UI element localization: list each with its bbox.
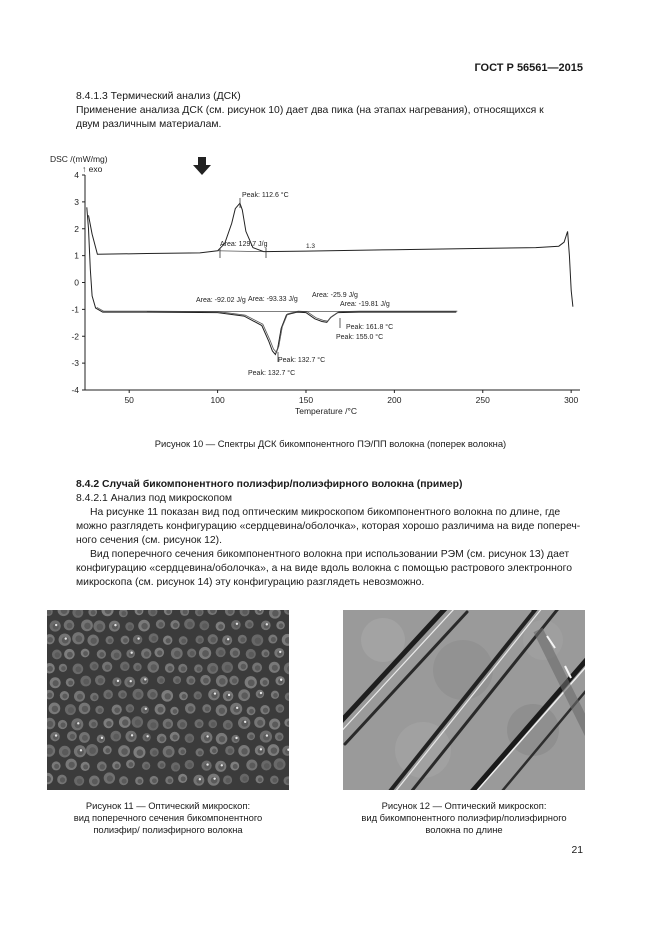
- fiber-core: [159, 678, 163, 682]
- fiber-core: [174, 765, 179, 770]
- fiber-core: [121, 693, 126, 698]
- fiber-core: [129, 762, 134, 767]
- fiber-core: [82, 706, 88, 712]
- fiber-core: [47, 637, 53, 643]
- annotation-peak-161: Peak: 161.8 °C: [346, 324, 394, 331]
- x-tick-label: 300: [564, 395, 579, 405]
- annotation-peak-132b: Peak: 132.7 °C: [248, 370, 296, 377]
- fiber-core: [54, 764, 59, 769]
- fiber-core: [197, 667, 202, 672]
- paragraph-line: конфигурацию «сердцевина/оболочка», а на виде вдоль волокна с помощью растрового электронного: [76, 563, 573, 574]
- fiber-core: [106, 721, 112, 727]
- y-tick-label: -3: [71, 358, 79, 369]
- annotation-small-top: 1.3: [306, 243, 316, 250]
- fiber-core: [75, 666, 81, 672]
- fiber-core: [75, 635, 82, 642]
- fiber-core: [108, 638, 113, 643]
- fiber-core: [47, 721, 53, 727]
- fiber-core: [100, 764, 105, 769]
- y-tick-label: -4: [71, 385, 79, 395]
- highlight-speck: [145, 708, 147, 710]
- fiber-core: [60, 722, 65, 727]
- fiber-core: [91, 610, 96, 615]
- fiber-core: [210, 637, 216, 643]
- highlight-speck: [236, 623, 238, 625]
- standard-number: ГОСТ Р 56561—2015: [474, 62, 583, 74]
- fiber-core: [106, 692, 111, 697]
- fiber-core: [210, 666, 216, 672]
- fiber-core: [166, 721, 172, 727]
- highlight-speck: [80, 749, 82, 751]
- fiber-core: [255, 637, 261, 643]
- fiber-core: [93, 695, 98, 700]
- highlight-speck: [214, 692, 216, 694]
- fiber-core: [70, 734, 75, 739]
- highlight-speck: [55, 734, 57, 736]
- fiber-core: [123, 638, 128, 643]
- fiber-core: [218, 624, 223, 629]
- fiber-core: [271, 747, 277, 753]
- fiber-core: [158, 707, 164, 713]
- section-heading-8-4-2: 8.4.2 Случай бикомпонентного полиэфир/полиэфирного волокна (пример): [76, 479, 463, 490]
- x-tick-label: 100: [210, 395, 225, 405]
- highlight-speck: [228, 694, 230, 696]
- fiber-core: [52, 706, 58, 712]
- fiber-core: [174, 651, 180, 657]
- fiber-core: [218, 650, 224, 656]
- paragraph-line: микроскопа (см. рисунок 14) эту конфигурацию разглядеть невозможно.: [76, 577, 425, 588]
- fiber-core: [98, 678, 104, 684]
- fiber-core: [62, 749, 68, 755]
- fiber-core: [144, 764, 149, 769]
- fiber-core: [181, 639, 186, 644]
- y-tick-label: 3: [74, 196, 79, 207]
- fiber-core: [121, 611, 126, 616]
- highlight-speck: [137, 637, 139, 639]
- fiber-core: [89, 747, 96, 754]
- fiber-core: [159, 736, 164, 741]
- highlight-speck: [101, 737, 103, 739]
- fiber-core: [53, 680, 59, 686]
- fiber-core: [226, 778, 231, 783]
- fiber-core: [241, 664, 246, 669]
- annotation-peak-top: Peak: 112.6 °C: [242, 192, 289, 199]
- fiber-core: [150, 722, 156, 728]
- fiber-core: [67, 652, 73, 658]
- fiber-core: [211, 722, 216, 727]
- fiber-core: [190, 651, 195, 656]
- fiber-core: [168, 778, 172, 782]
- highlight-speck: [260, 748, 262, 750]
- highlight-speck: [146, 735, 148, 737]
- fiber-core: [198, 638, 203, 643]
- paragraph-line: двум различным материалам.: [76, 119, 222, 130]
- highlight-speck: [55, 624, 57, 626]
- fiber-core: [219, 708, 225, 714]
- fiber-core: [60, 777, 65, 782]
- figure-12-caption-line: Рисунок 12 — Оптический микроскоп:: [381, 800, 547, 811]
- y-tick-label: 4: [74, 170, 79, 180]
- fiber-core: [273, 693, 278, 698]
- y-tick-label: 0: [74, 277, 79, 288]
- fiber-core: [135, 692, 141, 698]
- fiber-core: [233, 764, 238, 769]
- fiber-core: [278, 707, 283, 712]
- fiber-core: [151, 664, 157, 670]
- fiber-core: [55, 652, 60, 657]
- dsc-chart: [40, 150, 600, 422]
- fiber-core: [189, 678, 194, 683]
- fiber-core: [249, 762, 255, 768]
- fiber-core: [166, 638, 171, 643]
- fiber-core: [272, 778, 277, 783]
- fiber-core: [172, 734, 177, 739]
- fiber-core: [249, 735, 253, 739]
- paragraph-line: Применение анализа ДСК (см. рисунок 10) дает два пика (на этапах нагревания), относящихся к: [76, 105, 544, 116]
- x-axis-label: Temperature /°C: [295, 406, 357, 416]
- fiber-core: [165, 693, 171, 699]
- fiber-core: [181, 776, 186, 781]
- paragraph-line: Вид поперечного сечения бикомпонентного волокна при использовании РЭМ (см. рисунок 13) дает: [90, 549, 570, 560]
- highlight-speck: [206, 763, 208, 765]
- highlight-speck: [65, 637, 67, 639]
- fiber-core: [144, 651, 150, 657]
- fiber-core: [228, 748, 233, 753]
- highlight-speck: [213, 777, 215, 779]
- fiber-core: [68, 680, 73, 685]
- fiber-core: [180, 722, 186, 728]
- annotation-area-4: Area: -19.81 J/g: [340, 301, 390, 308]
- fiber-core: [84, 623, 91, 630]
- highlight-speck: [130, 680, 132, 682]
- highlight-speck: [131, 734, 133, 736]
- fiber-core: [92, 664, 97, 669]
- annotation-area-3: Area: -25.9 J/g: [312, 292, 358, 299]
- highlight-speck: [221, 764, 223, 766]
- fiber-core: [107, 775, 113, 781]
- fiber-core: [92, 778, 98, 784]
- highlight-speck: [117, 680, 119, 682]
- fiber-core: [128, 707, 133, 712]
- highlight-speck: [114, 624, 116, 626]
- fiber-core: [264, 652, 268, 656]
- fiber-core: [197, 722, 202, 727]
- fiber-core: [138, 779, 143, 784]
- fiber-core: [105, 748, 110, 753]
- subsection-heading-8-4-2-1: 8.4.2.1 Анализ под микроскопом: [76, 493, 232, 504]
- y-tick-label: 1: [74, 250, 79, 261]
- fiber-core: [77, 694, 83, 700]
- fiber-core: [136, 665, 141, 670]
- fiber-core: [82, 735, 88, 741]
- highlight-speck: [199, 778, 201, 780]
- fiber-core: [62, 694, 67, 699]
- figure-11-micrograph: [47, 610, 289, 790]
- fiber-core: [202, 623, 207, 628]
- fiber-core: [187, 736, 192, 741]
- fiber-core: [188, 706, 194, 712]
- fiber-core: [173, 623, 178, 628]
- fiber-core: [137, 749, 144, 756]
- fiber-core: [91, 722, 96, 727]
- highlight-speck: [130, 652, 132, 654]
- x-tick-label: 50: [124, 395, 134, 405]
- fiber-core: [47, 693, 52, 698]
- fiber-core: [114, 652, 120, 658]
- fiber-core: [75, 610, 81, 616]
- fiber-core: [196, 694, 201, 699]
- fiber-core: [232, 678, 237, 683]
- fiber-core: [198, 751, 203, 756]
- fiber-core: [233, 650, 239, 656]
- fiber-core: [83, 764, 88, 769]
- fiber-core: [83, 679, 89, 685]
- fiber-core: [247, 622, 252, 627]
- fiber-core: [219, 678, 226, 685]
- fiber-core: [152, 750, 157, 755]
- fiber-core: [203, 678, 209, 684]
- annotation-peak-132a: Peak: 132.7 °C: [278, 357, 326, 364]
- highlight-speck: [266, 734, 268, 736]
- fiber-core: [150, 692, 156, 698]
- figure-11-caption-line: полиэфир/ полиэфирного волокна: [93, 824, 243, 835]
- fiber-core: [181, 666, 186, 671]
- paragraph-line: На рисунке 11 показан вид под оптическим микроскопом бикомпонентного волокна по длине, где: [90, 507, 561, 518]
- fiber-core: [248, 652, 254, 658]
- fiber-core: [99, 652, 104, 657]
- fiber-core: [249, 709, 254, 714]
- figure-11-caption-line: Рисунок 11 — Оптический микроскоп:: [85, 800, 251, 811]
- figure-12-micrograph: [343, 610, 585, 790]
- fiber-core: [123, 664, 128, 669]
- annotation-area-top: Area: 129.7 J/g: [220, 241, 268, 248]
- fiber-core: [205, 707, 210, 712]
- fiber-core: [83, 651, 88, 656]
- fiber-core: [166, 749, 173, 756]
- fiber-core: [271, 637, 276, 642]
- fiber-core: [157, 650, 162, 655]
- x-tick-label: 200: [387, 395, 402, 405]
- annotation-area-1: Area: -92.02 J/g: [196, 297, 246, 304]
- page-number: 21: [571, 845, 583, 856]
- fiber-core: [277, 761, 284, 768]
- highlight-speck: [236, 707, 238, 709]
- highlight-speck: [279, 651, 281, 653]
- highlight-speck: [244, 721, 246, 723]
- fiber-core: [242, 776, 247, 781]
- fiber-core: [168, 666, 173, 671]
- fiber-core: [160, 763, 164, 767]
- fiber-core: [122, 779, 127, 784]
- fiber-core: [68, 707, 74, 713]
- fiber-core: [219, 736, 225, 742]
- marker-arrow-icon: [193, 157, 211, 175]
- fiber-core: [241, 748, 247, 754]
- x-tick-label: 150: [298, 395, 314, 405]
- x-tick-label: 250: [475, 395, 490, 405]
- fiber-core: [152, 778, 157, 783]
- fiber-core: [182, 694, 187, 699]
- chart-axes: [85, 175, 580, 390]
- fiber-core: [158, 622, 163, 627]
- fiber-core: [187, 622, 193, 628]
- fiber-core: [248, 679, 255, 686]
- fiber-core: [187, 762, 192, 767]
- y-axis-label: DSC /(mW/mg): [50, 154, 108, 164]
- fiber-core: [98, 708, 103, 713]
- highlight-speck: [77, 722, 79, 724]
- series-line-2: [87, 207, 457, 354]
- annotation-area-2: Area: -93.33 J/g: [248, 296, 298, 303]
- fiber-core: [69, 762, 75, 768]
- fiber-core: [226, 723, 231, 728]
- fiber-core: [255, 665, 260, 670]
- fiber-core: [105, 664, 111, 670]
- fiber-core: [263, 708, 268, 713]
- fiber-core: [97, 624, 104, 631]
- fiber-core: [272, 665, 278, 671]
- figure-10-caption: Рисунок 10 — Спектры ДСК бикомпонентного ПЭ/ПП волокна (поперек волокна): [154, 438, 507, 449]
- fiber-core: [258, 778, 262, 782]
- paragraph-line: можно разглядеть конфигурацию «сердцевина/оболочка», которая хорошо различима на виде попереч-: [76, 521, 581, 532]
- fiber-core: [197, 610, 202, 615]
- figure-12-caption-line: вид бикомпонентного полиэфир/полиэфирного: [361, 812, 567, 823]
- fiber-core: [77, 778, 83, 784]
- fiber-core: [272, 721, 278, 727]
- fiber-core: [279, 623, 284, 628]
- fiber-core: [173, 709, 178, 714]
- fiber-core: [115, 764, 120, 769]
- fiber-core: [128, 625, 133, 630]
- fiber-core: [202, 650, 209, 657]
- baseline-line: [218, 251, 264, 252]
- y-tick-label: 2: [74, 223, 79, 234]
- fiber-core: [257, 720, 263, 726]
- fiber-core: [91, 638, 97, 644]
- fiber-core: [225, 665, 231, 671]
- fiber-core: [277, 735, 282, 740]
- fiber-core: [141, 623, 147, 629]
- fiber-core: [113, 734, 119, 740]
- y-tick-label: -1: [71, 304, 79, 315]
- fiber-core: [240, 637, 245, 642]
- exo-label: ↑ exo: [82, 164, 103, 174]
- annotation-peak-155: Peak: 155.0 °C: [336, 334, 384, 341]
- figure-11-caption-line: вид поперечного сечения бикомпонентного: [73, 812, 263, 823]
- highlight-speck: [227, 638, 229, 640]
- y-tick-label: -2: [71, 331, 79, 342]
- highlight-speck: [280, 679, 282, 681]
- fiber-core: [151, 636, 156, 641]
- fiber-core: [264, 763, 270, 769]
- highlight-speck: [235, 737, 237, 739]
- series-line-overlay: [97, 307, 458, 352]
- fiber-core: [241, 692, 248, 699]
- fiber-core: [67, 623, 73, 629]
- figure-12-caption-line: волокна по длине: [425, 824, 503, 835]
- fiber-core: [272, 610, 278, 616]
- fiber-core: [61, 666, 66, 671]
- fiber-core: [135, 719, 141, 725]
- fiber-core: [121, 748, 128, 755]
- fiber-core: [47, 666, 53, 672]
- highlight-speck: [206, 735, 208, 737]
- fiber-core: [212, 749, 217, 754]
- fiber-core: [181, 750, 185, 754]
- fiber-core: [175, 678, 179, 682]
- fiber-core: [114, 707, 120, 713]
- highlight-speck: [260, 692, 262, 694]
- fiber-core: [122, 719, 128, 725]
- section-heading-8-4-1-3: 8.4.1.3 Термический анализ (ДСК): [76, 91, 241, 102]
- highlight-speck: [266, 623, 268, 625]
- fiber-core: [262, 680, 267, 685]
- paragraph-line: ного сечения (см. рисунок 12).: [76, 535, 223, 546]
- highlight-speck: [144, 678, 146, 680]
